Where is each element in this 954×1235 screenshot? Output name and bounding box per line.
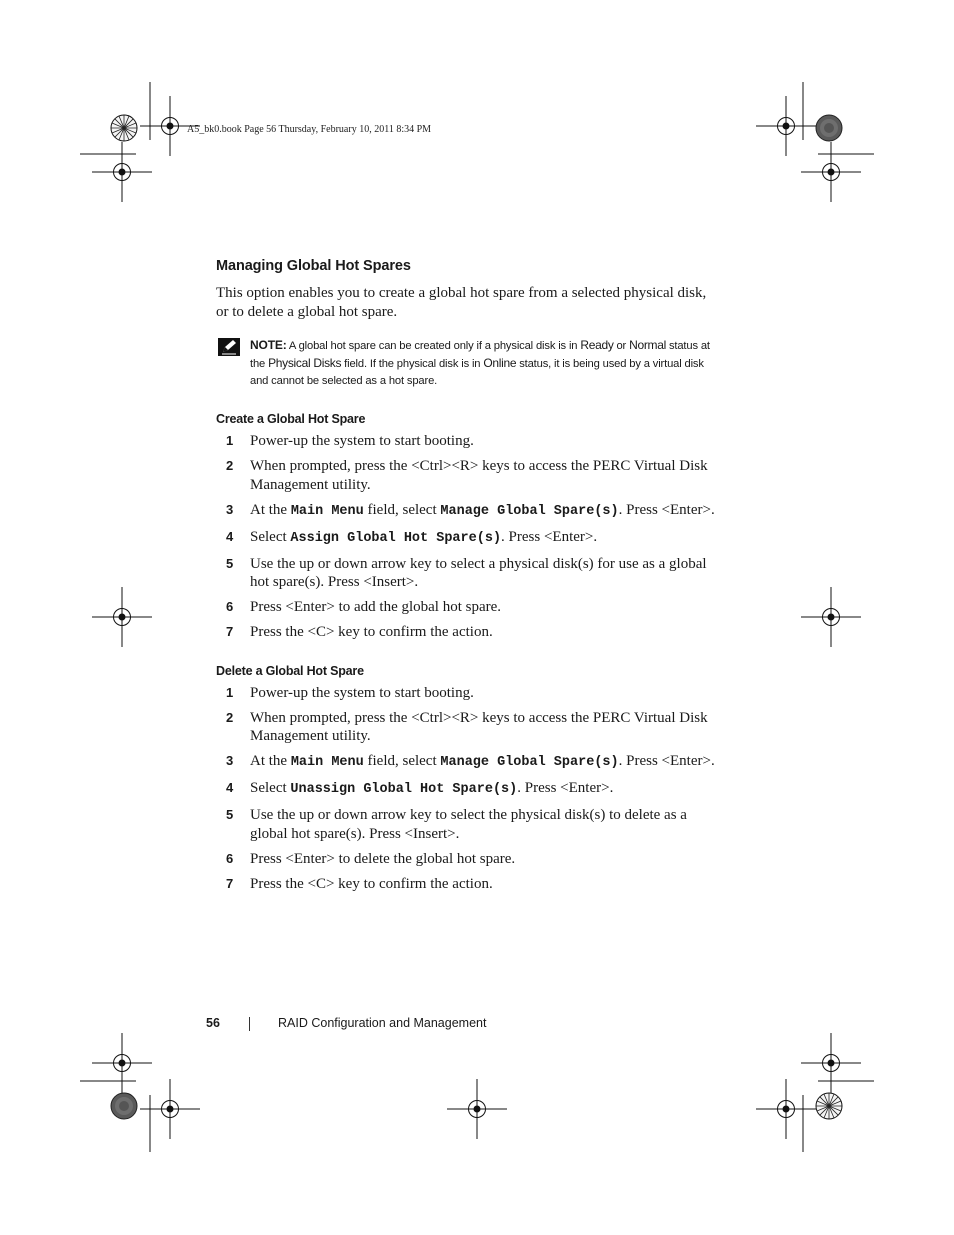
code-manage-global-spares: Manage Global Spare(s) (440, 755, 619, 770)
step-item: 4 Select Assign Global Hot Spare(s). Press <Enter>. (226, 528, 598, 546)
code-main-menu: Main Menu (290, 503, 364, 519)
step-item: 5 Use the up or down arrow key to select the physical disk(s) to delete as a global hot spare(s). Press <Insert>. (226, 807, 687, 842)
create-steps (216, 432, 716, 642)
note-label: NOTE: (250, 338, 287, 352)
code-assign-global-hot-spare: Assign Global Hot Spare(s) (290, 530, 502, 546)
step-item: 6 Press <Enter> to delete the global hot spare. (226, 850, 516, 867)
top-left-marks (80, 82, 200, 202)
bottom-right-marks (756, 1033, 874, 1152)
step-item: 3 At the Main Menu field, select Manage Global Spare(s). Press <Enter>. (226, 753, 715, 770)
step-item: 6 Press <Enter> to add the global hot spare. (226, 599, 502, 615)
term-physical-disks: Physical Disks (268, 356, 342, 370)
step-item: 2 When prompted, press the <Ctrl><R> keys to access the PERC Virtual Disk Management utility. (226, 458, 708, 493)
note-block (216, 337, 716, 390)
create-heading: Create a Global Hot Spare (216, 412, 366, 426)
step-item: 4 Select Unassign Global Hot Spare(s). Press <Enter>. (226, 780, 614, 797)
step-item: 3 At the Main Menu field, select Manage Global Spare(s). Press <Enter>. (226, 501, 715, 519)
mid-right-mark (801, 587, 861, 647)
note-text: NOTE: A global hot spare can be created only if a physical disk is in Ready or Normal status at the Physical Disks field. If the physical disk is in Online status, it is being used by a virtual disk and cannot be selected as a hot spare. (250, 338, 710, 387)
term-online: Online (483, 356, 517, 370)
term-ready: Ready (580, 338, 614, 352)
print-slug: A5_bk0.book Page 56 Thursday, February 10, 2011 8:34 PM (187, 124, 432, 135)
mid-left-mark (92, 587, 152, 647)
step-item: 7 Press the <C> key to confirm the action. (226, 624, 493, 640)
delete-heading: Delete a Global Hot Spare (216, 663, 364, 678)
step-item: 5 Use the up or down arrow key to select a physical disk(s) for use as a global hot spare(s). Press <Insert>. (226, 555, 707, 590)
page-number: 56 (206, 1016, 220, 1030)
bottom-left-marks (80, 1033, 200, 1152)
step-item: 2 When prompted, press the <Ctrl><R> keys to access the PERC Virtual Disk Management utility. (226, 709, 708, 744)
step-item: 1 Power-up the system to start booting. (226, 684, 474, 701)
bottom-center-mark (447, 1079, 507, 1139)
page-content (216, 258, 716, 900)
code-main-menu: Main Menu (290, 755, 364, 770)
section-intro: This option enables you to create a global hot spare from a selected physical disk, or to delete a global hot spare. (216, 285, 707, 320)
term-normal: Normal (629, 338, 666, 352)
code-manage-global-spares: Manage Global Spare(s) (440, 503, 619, 519)
section-title: Managing Global Hot Spares (216, 258, 411, 274)
step-item: 7 Press the <C> key to confirm the action. (226, 875, 493, 892)
step-item: 1 Power-up the system to start booting. (226, 433, 474, 449)
delete-steps (216, 684, 716, 894)
footer-divider (249, 1017, 250, 1031)
code-unassign-global-hot-spare: Unassign Global Hot Spare(s) (290, 782, 518, 797)
top-right-marks (756, 82, 874, 202)
pencil-note-icon (218, 338, 240, 356)
chapter-title: RAID Configuration and Management (278, 1016, 487, 1030)
